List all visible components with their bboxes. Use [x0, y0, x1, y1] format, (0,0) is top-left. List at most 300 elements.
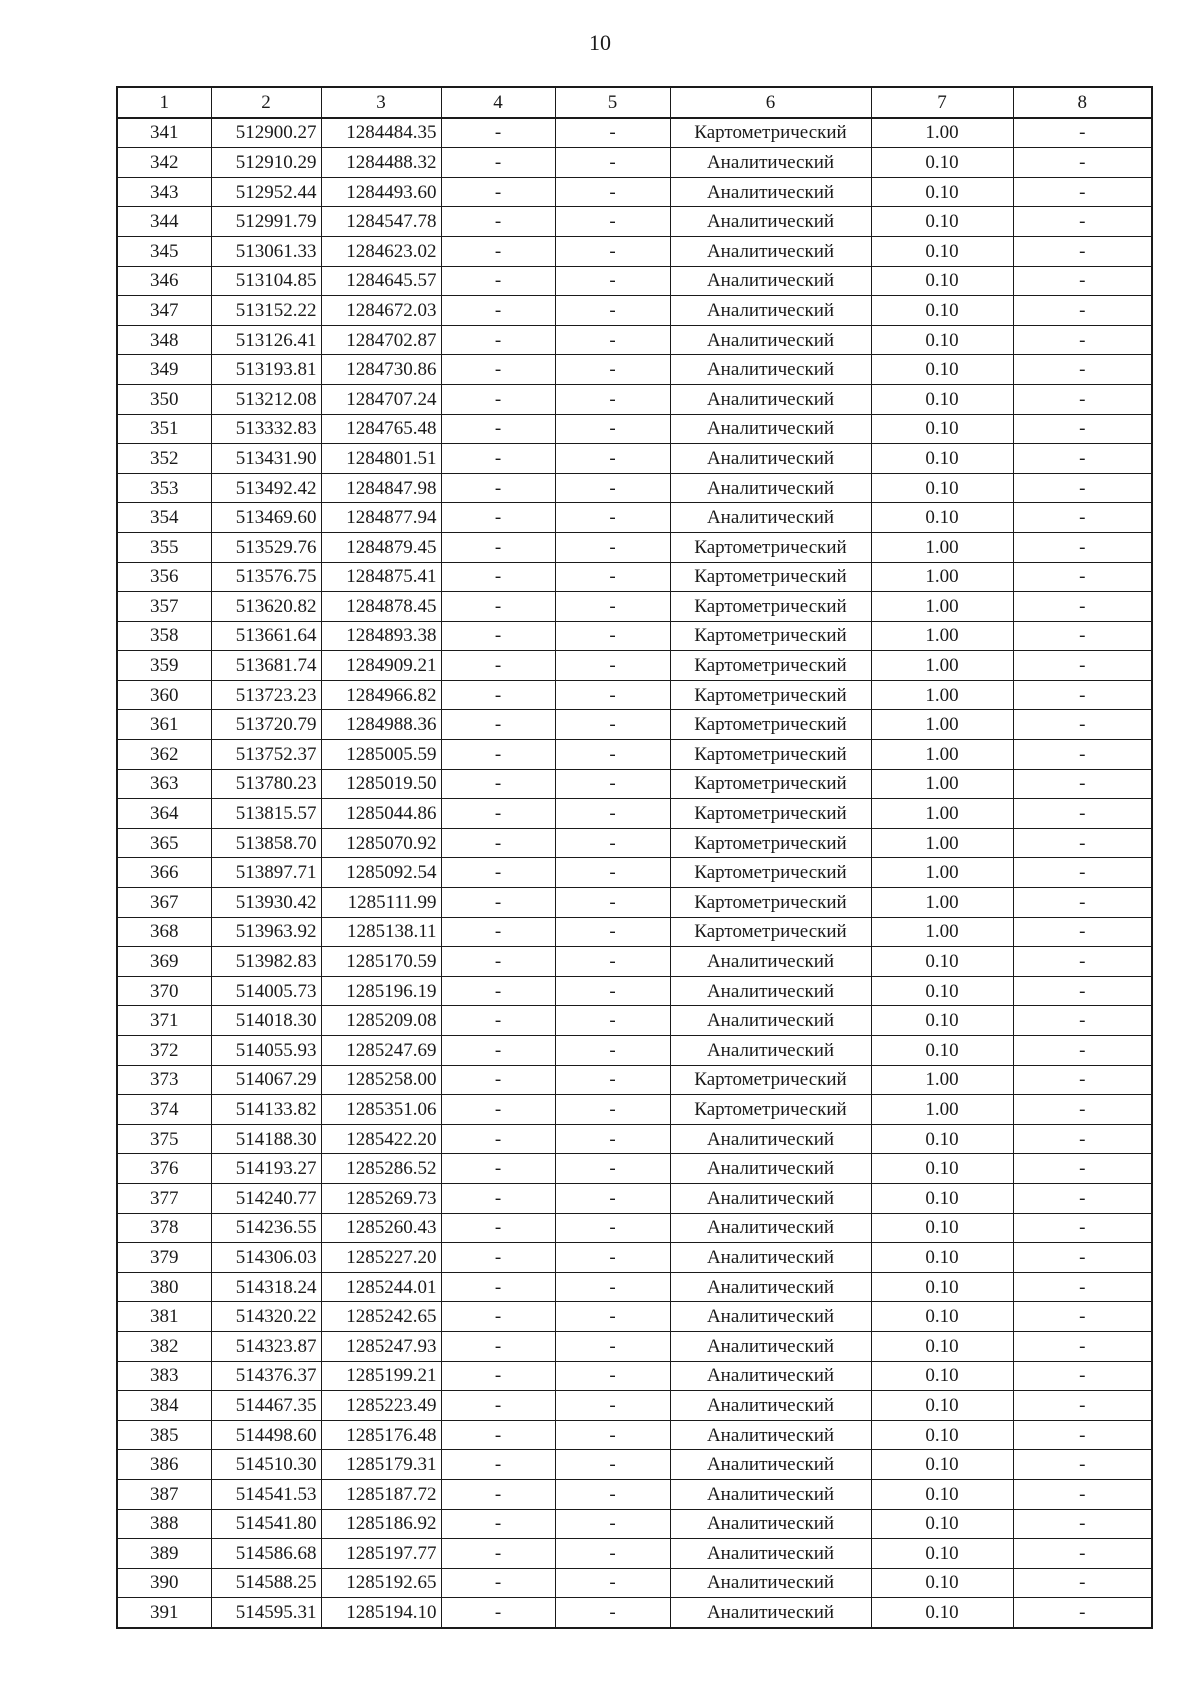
point-number-cell: 356	[117, 562, 211, 592]
y-coordinate-cell: 1285351.06	[321, 1095, 441, 1125]
column-5-cell: -	[555, 384, 670, 414]
column-8-cell: -	[1013, 769, 1152, 799]
column-header: 4	[441, 87, 555, 118]
column-4-cell: -	[441, 1391, 555, 1421]
method-cell: Картометрический	[670, 1065, 871, 1095]
x-coordinate-cell: 514055.93	[211, 1036, 321, 1066]
column-5-cell: -	[555, 680, 670, 710]
accuracy-cell: 0.10	[871, 325, 1013, 355]
table-row	[117, 1036, 1152, 1066]
column-5-cell: -	[555, 444, 670, 474]
accuracy-cell: 0.10	[871, 976, 1013, 1006]
column-8-cell: -	[1013, 1568, 1152, 1598]
x-coordinate-cell: 512952.44	[211, 177, 321, 207]
column-4-cell: -	[441, 414, 555, 444]
table-row	[117, 384, 1152, 414]
accuracy-cell: 0.10	[871, 1450, 1013, 1480]
point-number-cell: 358	[117, 621, 211, 651]
x-coordinate-cell: 514318.24	[211, 1272, 321, 1302]
column-4-cell: -	[441, 858, 555, 888]
y-coordinate-cell: 1285187.72	[321, 1479, 441, 1509]
table-row	[117, 828, 1152, 858]
column-4-cell: -	[441, 325, 555, 355]
column-8-cell: -	[1013, 236, 1152, 266]
method-cell: Аналитический	[670, 1450, 871, 1480]
method-cell: Картометрический	[670, 740, 871, 770]
column-4-cell: -	[441, 828, 555, 858]
x-coordinate-cell: 513529.76	[211, 532, 321, 562]
column-4-cell: -	[441, 236, 555, 266]
y-coordinate-cell: 1285170.59	[321, 947, 441, 977]
table-row	[117, 1450, 1152, 1480]
column-4-cell: -	[441, 1361, 555, 1391]
accuracy-cell: 0.10	[871, 1302, 1013, 1332]
method-cell: Картометрический	[670, 562, 871, 592]
column-5-cell: -	[555, 1420, 670, 1450]
column-8-cell: -	[1013, 1124, 1152, 1154]
y-coordinate-cell: 1285192.65	[321, 1568, 441, 1598]
method-cell: Картометрический	[670, 1095, 871, 1125]
column-5-cell: -	[555, 1243, 670, 1273]
method-cell: Аналитический	[670, 1036, 871, 1066]
y-coordinate-cell: 1285242.65	[321, 1302, 441, 1332]
column-4-cell: -	[441, 976, 555, 1006]
method-cell: Аналитический	[670, 1272, 871, 1302]
accuracy-cell: 1.00	[871, 740, 1013, 770]
column-4-cell: -	[441, 651, 555, 681]
table-row	[117, 532, 1152, 562]
method-cell: Аналитический	[670, 976, 871, 1006]
method-cell: Картометрический	[670, 828, 871, 858]
column-8-cell: -	[1013, 148, 1152, 178]
column-5-cell: -	[555, 1006, 670, 1036]
column-8-cell: -	[1013, 414, 1152, 444]
y-coordinate-cell: 1285019.50	[321, 769, 441, 799]
column-8-cell: -	[1013, 621, 1152, 651]
table-row	[117, 651, 1152, 681]
point-number-cell: 388	[117, 1509, 211, 1539]
point-number-cell: 387	[117, 1479, 211, 1509]
y-coordinate-cell: 1285247.93	[321, 1331, 441, 1361]
x-coordinate-cell: 513061.33	[211, 236, 321, 266]
y-coordinate-cell: 1284909.21	[321, 651, 441, 681]
method-cell: Картометрический	[670, 888, 871, 918]
column-4-cell: -	[441, 562, 555, 592]
table-row	[117, 562, 1152, 592]
column-4-cell: -	[441, 1509, 555, 1539]
column-8-cell: -	[1013, 207, 1152, 237]
column-5-cell: -	[555, 503, 670, 533]
accuracy-cell: 0.10	[871, 1036, 1013, 1066]
point-number-cell: 369	[117, 947, 211, 977]
y-coordinate-cell: 1285223.49	[321, 1391, 441, 1421]
method-cell: Аналитический	[670, 1479, 871, 1509]
accuracy-cell: 0.10	[871, 1213, 1013, 1243]
accuracy-cell: 1.00	[871, 769, 1013, 799]
column-5-cell: -	[555, 1154, 670, 1184]
column-4-cell: -	[441, 1213, 555, 1243]
column-4-cell: -	[441, 1183, 555, 1213]
column-8-cell: -	[1013, 266, 1152, 296]
point-number-cell: 341	[117, 118, 211, 148]
accuracy-cell: 1.00	[871, 1095, 1013, 1125]
table-row	[117, 1065, 1152, 1095]
method-cell: Аналитический	[670, 1598, 871, 1628]
accuracy-cell: 1.00	[871, 651, 1013, 681]
x-coordinate-cell: 514018.30	[211, 1006, 321, 1036]
column-header: 2	[211, 87, 321, 118]
y-coordinate-cell: 1285092.54	[321, 858, 441, 888]
column-header: 8	[1013, 87, 1152, 118]
column-5-cell: -	[555, 1124, 670, 1154]
method-cell: Аналитический	[670, 266, 871, 296]
point-number-cell: 383	[117, 1361, 211, 1391]
accuracy-cell: 0.10	[871, 473, 1013, 503]
y-coordinate-cell: 1284988.36	[321, 710, 441, 740]
column-5-cell: -	[555, 710, 670, 740]
y-coordinate-cell: 1285111.99	[321, 888, 441, 918]
column-4-cell: -	[441, 1331, 555, 1361]
x-coordinate-cell: 513332.83	[211, 414, 321, 444]
x-coordinate-cell: 513576.75	[211, 562, 321, 592]
accuracy-cell: 0.10	[871, 1361, 1013, 1391]
column-4-cell: -	[441, 1036, 555, 1066]
method-cell: Аналитический	[670, 473, 871, 503]
x-coordinate-cell: 513720.79	[211, 710, 321, 740]
x-coordinate-cell: 514236.55	[211, 1213, 321, 1243]
method-cell: Аналитический	[670, 1420, 871, 1450]
table-row	[117, 1124, 1152, 1154]
y-coordinate-cell: 1284672.03	[321, 296, 441, 326]
x-coordinate-cell: 512991.79	[211, 207, 321, 237]
y-coordinate-cell: 1285194.10	[321, 1598, 441, 1628]
method-cell: Аналитический	[670, 1539, 871, 1569]
column-5-cell: -	[555, 769, 670, 799]
accuracy-cell: 0.10	[871, 1391, 1013, 1421]
method-cell: Аналитический	[670, 1361, 871, 1391]
column-8-cell: -	[1013, 828, 1152, 858]
point-number-cell: 344	[117, 207, 211, 237]
column-4-cell: -	[441, 1272, 555, 1302]
table-row	[117, 1539, 1152, 1569]
table-row	[117, 1154, 1152, 1184]
x-coordinate-cell: 514541.53	[211, 1479, 321, 1509]
point-number-cell: 385	[117, 1420, 211, 1450]
column-8-cell: -	[1013, 888, 1152, 918]
x-coordinate-cell: 513104.85	[211, 266, 321, 296]
y-coordinate-cell: 1284707.24	[321, 384, 441, 414]
table-row	[117, 799, 1152, 829]
x-coordinate-cell: 513982.83	[211, 947, 321, 977]
x-coordinate-cell: 514498.60	[211, 1420, 321, 1450]
column-4-cell: -	[441, 1479, 555, 1509]
column-5-cell: -	[555, 1361, 670, 1391]
column-4-cell: -	[441, 710, 555, 740]
method-cell: Картометрический	[670, 621, 871, 651]
column-8-cell: -	[1013, 680, 1152, 710]
column-8-cell: -	[1013, 1213, 1152, 1243]
column-5-cell: -	[555, 177, 670, 207]
point-number-cell: 368	[117, 917, 211, 947]
point-number-cell: 361	[117, 710, 211, 740]
table-row	[117, 888, 1152, 918]
column-4-cell: -	[441, 1598, 555, 1628]
x-coordinate-cell: 513681.74	[211, 651, 321, 681]
point-number-cell: 377	[117, 1183, 211, 1213]
accuracy-cell: 0.10	[871, 266, 1013, 296]
method-cell: Картометрический	[670, 532, 871, 562]
column-8-cell: -	[1013, 799, 1152, 829]
point-number-cell: 371	[117, 1006, 211, 1036]
column-8-cell: -	[1013, 1361, 1152, 1391]
table-row	[117, 947, 1152, 977]
point-number-cell: 381	[117, 1302, 211, 1332]
point-number-cell: 375	[117, 1124, 211, 1154]
y-coordinate-cell: 1284801.51	[321, 444, 441, 474]
point-number-cell: 354	[117, 503, 211, 533]
table-row	[117, 236, 1152, 266]
column-5-cell: -	[555, 1302, 670, 1332]
coordinates-table	[116, 86, 1153, 1629]
accuracy-cell: 0.10	[871, 384, 1013, 414]
column-5-cell: -	[555, 828, 670, 858]
method-cell: Аналитический	[670, 444, 871, 474]
column-8-cell: -	[1013, 1065, 1152, 1095]
y-coordinate-cell: 1285269.73	[321, 1183, 441, 1213]
x-coordinate-cell: 513752.37	[211, 740, 321, 770]
accuracy-cell: 0.10	[871, 1183, 1013, 1213]
x-coordinate-cell: 514005.73	[211, 976, 321, 1006]
method-cell: Аналитический	[670, 503, 871, 533]
table-row	[117, 976, 1152, 1006]
y-coordinate-cell: 1285258.00	[321, 1065, 441, 1095]
x-coordinate-cell: 514133.82	[211, 1095, 321, 1125]
accuracy-cell: 0.10	[871, 1509, 1013, 1539]
column-5-cell: -	[555, 1036, 670, 1066]
column-8-cell: -	[1013, 355, 1152, 385]
column-4-cell: -	[441, 769, 555, 799]
column-4-cell: -	[441, 118, 555, 148]
accuracy-cell: 0.10	[871, 1243, 1013, 1273]
column-5-cell: -	[555, 236, 670, 266]
column-5-cell: -	[555, 532, 670, 562]
x-coordinate-cell: 513815.57	[211, 799, 321, 829]
y-coordinate-cell: 1285247.69	[321, 1036, 441, 1066]
accuracy-cell: 1.00	[871, 917, 1013, 947]
y-coordinate-cell: 1284878.45	[321, 592, 441, 622]
table-row	[117, 266, 1152, 296]
table-row	[117, 444, 1152, 474]
column-5-cell: -	[555, 1331, 670, 1361]
column-5-cell: -	[555, 355, 670, 385]
column-5-cell: -	[555, 414, 670, 444]
column-header: 5	[555, 87, 670, 118]
method-cell: Картометрический	[670, 917, 871, 947]
x-coordinate-cell: 513431.90	[211, 444, 321, 474]
x-coordinate-cell: 514320.22	[211, 1302, 321, 1332]
y-coordinate-cell: 1285244.01	[321, 1272, 441, 1302]
table-row	[117, 1331, 1152, 1361]
x-coordinate-cell: 513858.70	[211, 828, 321, 858]
column-5-cell: -	[555, 1065, 670, 1095]
point-number-cell: 349	[117, 355, 211, 385]
table-header-row	[117, 87, 1152, 118]
column-8-cell: -	[1013, 444, 1152, 474]
y-coordinate-cell: 1285197.77	[321, 1539, 441, 1569]
accuracy-cell: 0.10	[871, 1539, 1013, 1569]
column-4-cell: -	[441, 799, 555, 829]
method-cell: Аналитический	[670, 1124, 871, 1154]
y-coordinate-cell: 1285286.52	[321, 1154, 441, 1184]
method-cell: Аналитический	[670, 947, 871, 977]
table-row	[117, 1183, 1152, 1213]
point-number-cell: 364	[117, 799, 211, 829]
column-4-cell: -	[441, 1124, 555, 1154]
x-coordinate-cell: 514376.37	[211, 1361, 321, 1391]
column-8-cell: -	[1013, 1420, 1152, 1450]
table-row	[117, 1272, 1152, 1302]
accuracy-cell: 1.00	[871, 621, 1013, 651]
point-number-cell: 391	[117, 1598, 211, 1628]
accuracy-cell: 0.10	[871, 236, 1013, 266]
method-cell: Аналитический	[670, 1568, 871, 1598]
column-8-cell: -	[1013, 976, 1152, 1006]
column-4-cell: -	[441, 1065, 555, 1095]
method-cell: Аналитический	[670, 1331, 871, 1361]
column-5-cell: -	[555, 917, 670, 947]
x-coordinate-cell: 512910.29	[211, 148, 321, 178]
column-5-cell: -	[555, 888, 670, 918]
point-number-cell: 343	[117, 177, 211, 207]
table-row	[117, 680, 1152, 710]
y-coordinate-cell: 1284765.48	[321, 414, 441, 444]
x-coordinate-cell: 514240.77	[211, 1183, 321, 1213]
column-8-cell: -	[1013, 177, 1152, 207]
point-number-cell: 389	[117, 1539, 211, 1569]
method-cell: Аналитический	[670, 1006, 871, 1036]
accuracy-cell: 1.00	[871, 888, 1013, 918]
method-cell: Картометрический	[670, 651, 871, 681]
table-row	[117, 118, 1152, 148]
table-row	[117, 1302, 1152, 1332]
table-row	[117, 1095, 1152, 1125]
y-coordinate-cell: 1284623.02	[321, 236, 441, 266]
point-number-cell: 360	[117, 680, 211, 710]
method-cell: Аналитический	[670, 325, 871, 355]
column-5-cell: -	[555, 1391, 670, 1421]
table-row	[117, 621, 1152, 651]
accuracy-cell: 0.10	[871, 207, 1013, 237]
point-number-cell: 372	[117, 1036, 211, 1066]
column-8-cell: -	[1013, 1598, 1152, 1628]
point-number-cell: 380	[117, 1272, 211, 1302]
column-5-cell: -	[555, 799, 670, 829]
y-coordinate-cell: 1285199.21	[321, 1361, 441, 1391]
column-5-cell: -	[555, 621, 670, 651]
table-row	[117, 503, 1152, 533]
x-coordinate-cell: 513661.64	[211, 621, 321, 651]
point-number-cell: 384	[117, 1391, 211, 1421]
x-coordinate-cell: 514467.35	[211, 1391, 321, 1421]
point-number-cell: 351	[117, 414, 211, 444]
accuracy-cell: 1.00	[871, 710, 1013, 740]
column-8-cell: -	[1013, 532, 1152, 562]
point-number-cell: 357	[117, 592, 211, 622]
accuracy-cell: 0.10	[871, 1568, 1013, 1598]
y-coordinate-cell: 1284879.45	[321, 532, 441, 562]
accuracy-cell: 1.00	[871, 828, 1013, 858]
column-header: 1	[117, 87, 211, 118]
column-8-cell: -	[1013, 118, 1152, 148]
table-row	[117, 473, 1152, 503]
column-4-cell: -	[441, 177, 555, 207]
point-number-cell: 359	[117, 651, 211, 681]
column-5-cell: -	[555, 1213, 670, 1243]
column-4-cell: -	[441, 1006, 555, 1036]
method-cell: Аналитический	[670, 1302, 871, 1332]
table-row	[117, 1598, 1152, 1628]
table-row	[117, 1509, 1152, 1539]
y-coordinate-cell: 1285138.11	[321, 917, 441, 947]
y-coordinate-cell: 1285070.92	[321, 828, 441, 858]
x-coordinate-cell: 513152.22	[211, 296, 321, 326]
method-cell: Аналитический	[670, 1183, 871, 1213]
column-4-cell: -	[441, 1420, 555, 1450]
column-header: 6	[670, 87, 871, 118]
table-row	[117, 1568, 1152, 1598]
y-coordinate-cell: 1285186.92	[321, 1509, 441, 1539]
point-number-cell: 363	[117, 769, 211, 799]
point-number-cell: 378	[117, 1213, 211, 1243]
y-coordinate-cell: 1285209.08	[321, 1006, 441, 1036]
method-cell: Картометрический	[670, 118, 871, 148]
column-5-cell: -	[555, 1272, 670, 1302]
y-coordinate-cell: 1285179.31	[321, 1450, 441, 1480]
method-cell: Аналитический	[670, 1213, 871, 1243]
column-4-cell: -	[441, 503, 555, 533]
table-row	[117, 1006, 1152, 1036]
x-coordinate-cell: 514510.30	[211, 1450, 321, 1480]
method-cell: Аналитический	[670, 384, 871, 414]
accuracy-cell: 0.10	[871, 1331, 1013, 1361]
column-header: 3	[321, 87, 441, 118]
table-row	[117, 710, 1152, 740]
x-coordinate-cell: 513897.71	[211, 858, 321, 888]
accuracy-cell: 0.10	[871, 414, 1013, 444]
point-number-cell: 365	[117, 828, 211, 858]
accuracy-cell: 1.00	[871, 858, 1013, 888]
column-4-cell: -	[441, 1154, 555, 1184]
x-coordinate-cell: 513930.42	[211, 888, 321, 918]
column-8-cell: -	[1013, 740, 1152, 770]
x-coordinate-cell: 513780.23	[211, 769, 321, 799]
y-coordinate-cell: 1284702.87	[321, 325, 441, 355]
column-4-cell: -	[441, 621, 555, 651]
x-coordinate-cell: 513620.82	[211, 592, 321, 622]
column-5-cell: -	[555, 296, 670, 326]
column-8-cell: -	[1013, 1539, 1152, 1569]
accuracy-cell: 0.10	[871, 177, 1013, 207]
column-5-cell: -	[555, 562, 670, 592]
x-coordinate-cell: 512900.27	[211, 118, 321, 148]
column-8-cell: -	[1013, 592, 1152, 622]
accuracy-cell: 0.10	[871, 296, 1013, 326]
column-8-cell: -	[1013, 1391, 1152, 1421]
column-4-cell: -	[441, 384, 555, 414]
point-number-cell: 355	[117, 532, 211, 562]
y-coordinate-cell: 1284730.86	[321, 355, 441, 385]
column-5-cell: -	[555, 473, 670, 503]
